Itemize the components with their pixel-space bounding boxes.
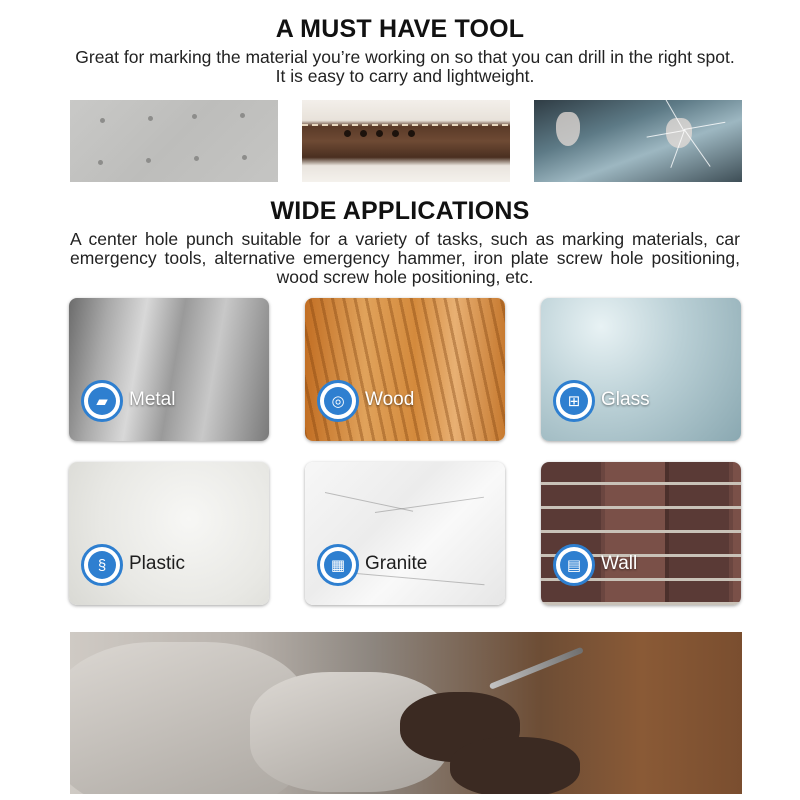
wood-ring-icon: ◎ xyxy=(317,380,359,422)
section-description-must-have: Great for marking the material you’re working on so that you can drill in the right spot. It is easy to carry and lightweight. xyxy=(75,47,735,86)
material-card-granite xyxy=(305,462,505,605)
stone-pattern-icon: ▦ xyxy=(317,544,359,586)
material-card-wood xyxy=(305,298,505,441)
section-description-wide-applications: A center hole punch suitable for a variety of tasks, such as marking materials, car emergency tools, alternative emergency hammer, iron plate screw hole positioning, wood screw hole positioning, etc. xyxy=(70,229,740,287)
leather-belt-photo xyxy=(302,100,510,182)
section-title-must-have: A MUST HAVE TOOL xyxy=(275,15,525,43)
hands-using-punch-photo xyxy=(70,632,742,794)
material-card-glass xyxy=(541,298,741,441)
material-label: Glass xyxy=(601,389,650,410)
concrete-marks-photo xyxy=(70,100,278,182)
material-label: Granite xyxy=(365,553,428,574)
broken-car-window-photo xyxy=(534,100,742,182)
material-label: Wood xyxy=(365,389,415,410)
material-card-wall xyxy=(541,462,741,605)
material-label: Wall xyxy=(601,553,638,574)
section-title-wide-applications: WIDE APPLICATIONS xyxy=(270,197,530,225)
material-card-metal xyxy=(69,298,269,441)
material-card-plastic xyxy=(69,462,269,605)
window-pane-icon: ⊞ xyxy=(553,380,595,422)
metal-sheet-icon: ▰ xyxy=(81,380,123,422)
material-label: Plastic xyxy=(129,553,185,574)
material-label: Metal xyxy=(129,389,176,410)
plastic-sheet-icon: § xyxy=(81,544,123,586)
brick-wall-icon: ▤ xyxy=(553,544,595,586)
